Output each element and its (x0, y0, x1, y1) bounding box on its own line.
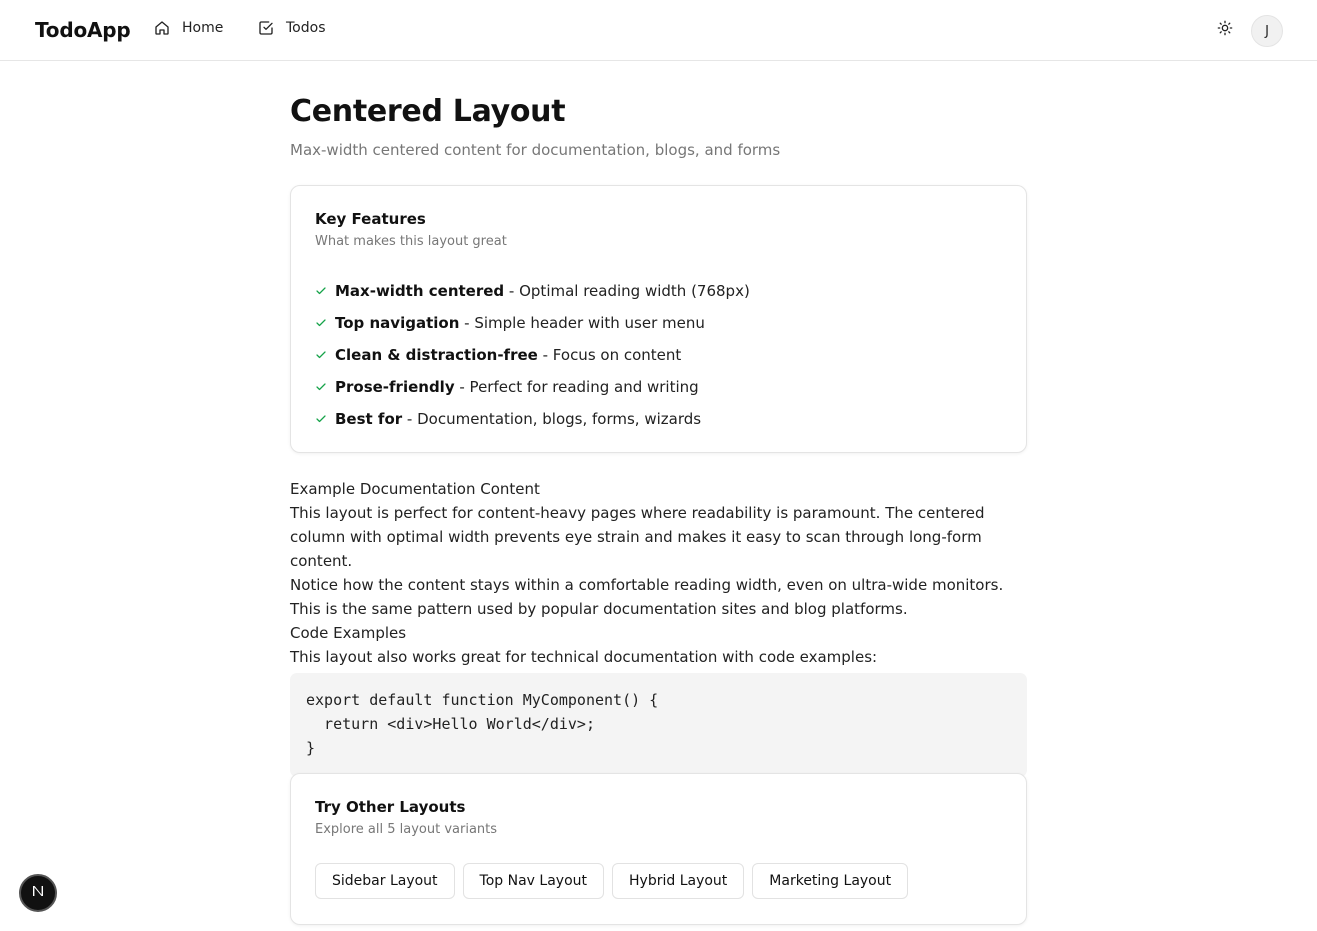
nav-home-link[interactable] (154, 20, 223, 36)
check-icon (315, 381, 329, 393)
doc-paragraph: Notice how the content stays within a comfortable reading width, even on ultra-wide monitors. This is the same pattern used by popular documentation sites and blog platforms. (290, 576, 1004, 618)
nextjs-dev-badge[interactable] (19, 874, 57, 912)
home-icon (154, 20, 170, 36)
feature-text: - Documentation, blogs, forms, wizards (402, 410, 702, 428)
feature-label: Prose-friendly (335, 378, 455, 396)
nav-todos-link[interactable] (258, 20, 325, 36)
layout-buttons (315, 863, 1002, 899)
feature-item (315, 307, 1002, 339)
feature-item (315, 371, 1002, 403)
card-title: Key Features (315, 210, 426, 228)
nextjs-icon (29, 882, 47, 904)
app-brand[interactable]: TodoApp (35, 18, 131, 42)
card-description: Explore all 5 layout variants (315, 822, 498, 837)
feature-label: Best for (335, 410, 403, 428)
feature-text: - Focus on content (537, 346, 682, 364)
page-subtitle: Max-width centered content for documentation, blogs, and forms (290, 141, 781, 159)
feature-item (315, 275, 1002, 307)
marketing-layout-button[interactable]: Marketing Layout (752, 863, 908, 899)
theme-toggle-button[interactable] (1211, 16, 1239, 44)
card-description: What makes this layout great (315, 234, 507, 249)
feature-label: Clean & distraction-free (335, 346, 538, 364)
key-features-card (290, 185, 1027, 453)
feature-label: Max-width centered (335, 282, 505, 300)
feature-text: - Optimal reading width (768px) (504, 282, 750, 300)
feature-text: - Perfect for reading and writing (454, 378, 699, 396)
feature-item (315, 403, 1002, 435)
feature-text: - Simple header with user menu (459, 314, 705, 332)
feature-label: Top navigation (335, 314, 460, 332)
hybrid-layout-button[interactable]: Hybrid Layout (612, 863, 744, 899)
page-title: Centered Layout (290, 94, 566, 129)
check-icon (315, 413, 329, 425)
sidebar-layout-button[interactable]: Sidebar Layout (315, 863, 455, 899)
documentation-content (290, 477, 1027, 777)
user-avatar[interactable]: J (1251, 15, 1283, 47)
checkbox-icon (258, 20, 274, 36)
nav-todos-label: Todos (286, 20, 326, 36)
doc-heading: Example Documentation Content (290, 480, 540, 498)
check-icon (315, 349, 329, 361)
card-title: Try Other Layouts (315, 798, 466, 816)
nav-home-label: Home (182, 20, 224, 36)
top-navigation (0, 0, 1317, 61)
code-intro: This layout also works great for technical documentation with code examples: (290, 648, 878, 666)
check-icon (315, 285, 329, 297)
feature-list (315, 275, 1002, 435)
other-layouts-card (290, 773, 1027, 925)
code-block: export default function MyComponent() { return <div>Hello World</div>; } (290, 673, 1027, 777)
check-icon (315, 317, 329, 329)
sun-icon (1217, 20, 1233, 40)
code-heading: Code Examples (290, 624, 407, 642)
doc-paragraph: This layout is perfect for content-heavy pages where readability is paramount. The centered column with optimal width prevents eye strain and makes it easy to scan through long-form content. (290, 504, 985, 570)
top-nav-layout-button[interactable]: Top Nav Layout (463, 863, 604, 899)
feature-item (315, 339, 1002, 371)
centered-content (290, 94, 1027, 889)
